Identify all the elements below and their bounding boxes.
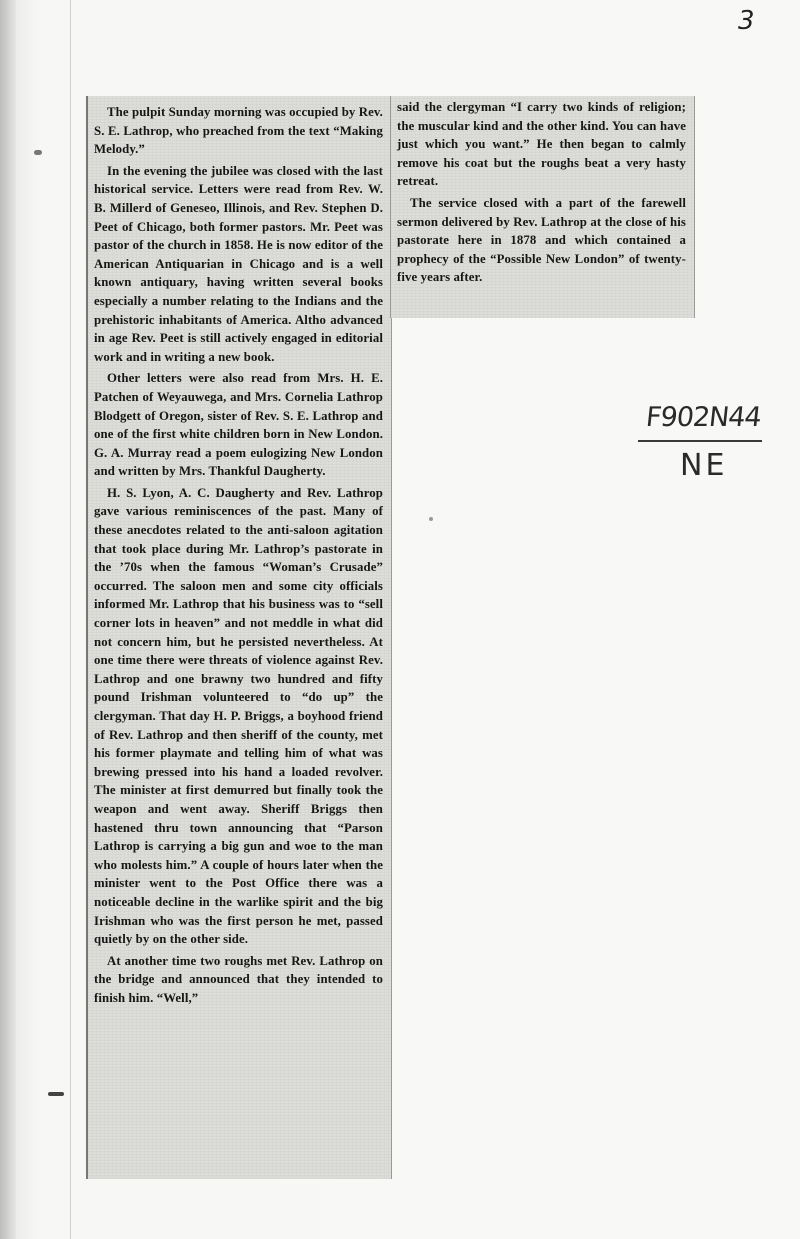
handwritten-catalog-suffix: NE	[680, 448, 728, 483]
handwritten-underline	[638, 440, 762, 442]
article-paragraph-6: said the clergyman “I carry two kinds of religion; the muscular kind and the other kind. You can have just which you want.” He then began to calmly remove his coat but the roughs beat a very hasty retreat.	[397, 100, 686, 189]
newspaper-clipping-right-column	[390, 96, 695, 318]
handwritten-catalog-code: F902N44	[644, 402, 763, 433]
page-edge-shadow	[0, 0, 16, 1239]
ink-speck-mark	[34, 150, 42, 155]
ink-dash-mark	[48, 1092, 64, 1096]
article-paragraph-5: At another time two roughs met Rev. Lathrop on the bridge and announced that they intended to finish him. “Well,”	[94, 953, 383, 1005]
page-number: 3	[738, 6, 755, 36]
article-paragraph-7: The service closed with a part of the farewell sermon delivered by Rev. Lathrop at the close of his pastorate here in 1878 and which contained a prophecy of the “Possible New London” of twenty-five years after.	[397, 195, 686, 285]
ink-dot-mark	[429, 517, 433, 521]
newspaper-clipping-left-column	[86, 96, 392, 1179]
article-paragraph-1: The pulpit Sunday morning was occupied by Rev. S. E. Lathrop, who preached from the text “Making Melody.”	[94, 105, 383, 157]
article-paragraph-2: In the evening the jubilee was closed with the last historical service. Letters were read from Rev. W. B. Millerd of Geneseo, Illinois, and Rev. Stephen D. Peet of Chicago, both former pastors. Mr. Peet was pastor of the church in 1858. He is now editor of the American Antiquarian in Chicago and is a well known antiquary, having written several books especially a number relating to the Indians and the prehistoric inhabitants of America. Altho advanced in age Rev. Peet is still actively engaged in editorial work and in writing a new book.	[94, 163, 383, 364]
article-paragraph-4: H. S. Lyon, A. C. Daugherty and Rev. Lathrop gave various reminiscences of the past. Many of these anecdotes related to the anti-saloon agitation that took place during Mr. Lathrop’s pastorate in the ’70s when the famous “Woman’s Crusade” occurred. The saloon men and some city officials informed Mr. Lathrop that his business was to “sell corner lots in heaven” and not meddle in what did not concern him, but he persisted nevertheless. At one time there were threats of violence against Rev. Lathrop and one brawny two hundred and fifty pound Irishman volunteered to “do up” the clergyman. That day H. P. Briggs, a boyhood friend of Rev. Lathrop and then sheriff of the county, met his former playmate and telling him of what was brewing pressed into his hand a loaded revolver. The minister at first demurred but finally took the weapon and went away. Sheriff Briggs then hastened thru town announcing that “Parson Lathrop is carrying a big gun and woe to the man who molests him.” A couple of hours later when the minister went to the Post Office there was a noticeable decline in the warlike spirit and the big Irishman who was the first person he met, passed quietly by on the other side.	[94, 485, 383, 947]
margin-rule	[70, 0, 71, 1239]
article-paragraph-3: Other letters were also read from Mrs. H. E. Patchen of Weyauwega, and Mrs. Cornelia Lathrop Blodgett of Oregon, sister of Rev. S. E. Lathrop and one of the first white children born in New London. G. A. Murray read a poem eulogizing New London and written by Mrs. Thankful Daugherty.	[94, 371, 383, 479]
